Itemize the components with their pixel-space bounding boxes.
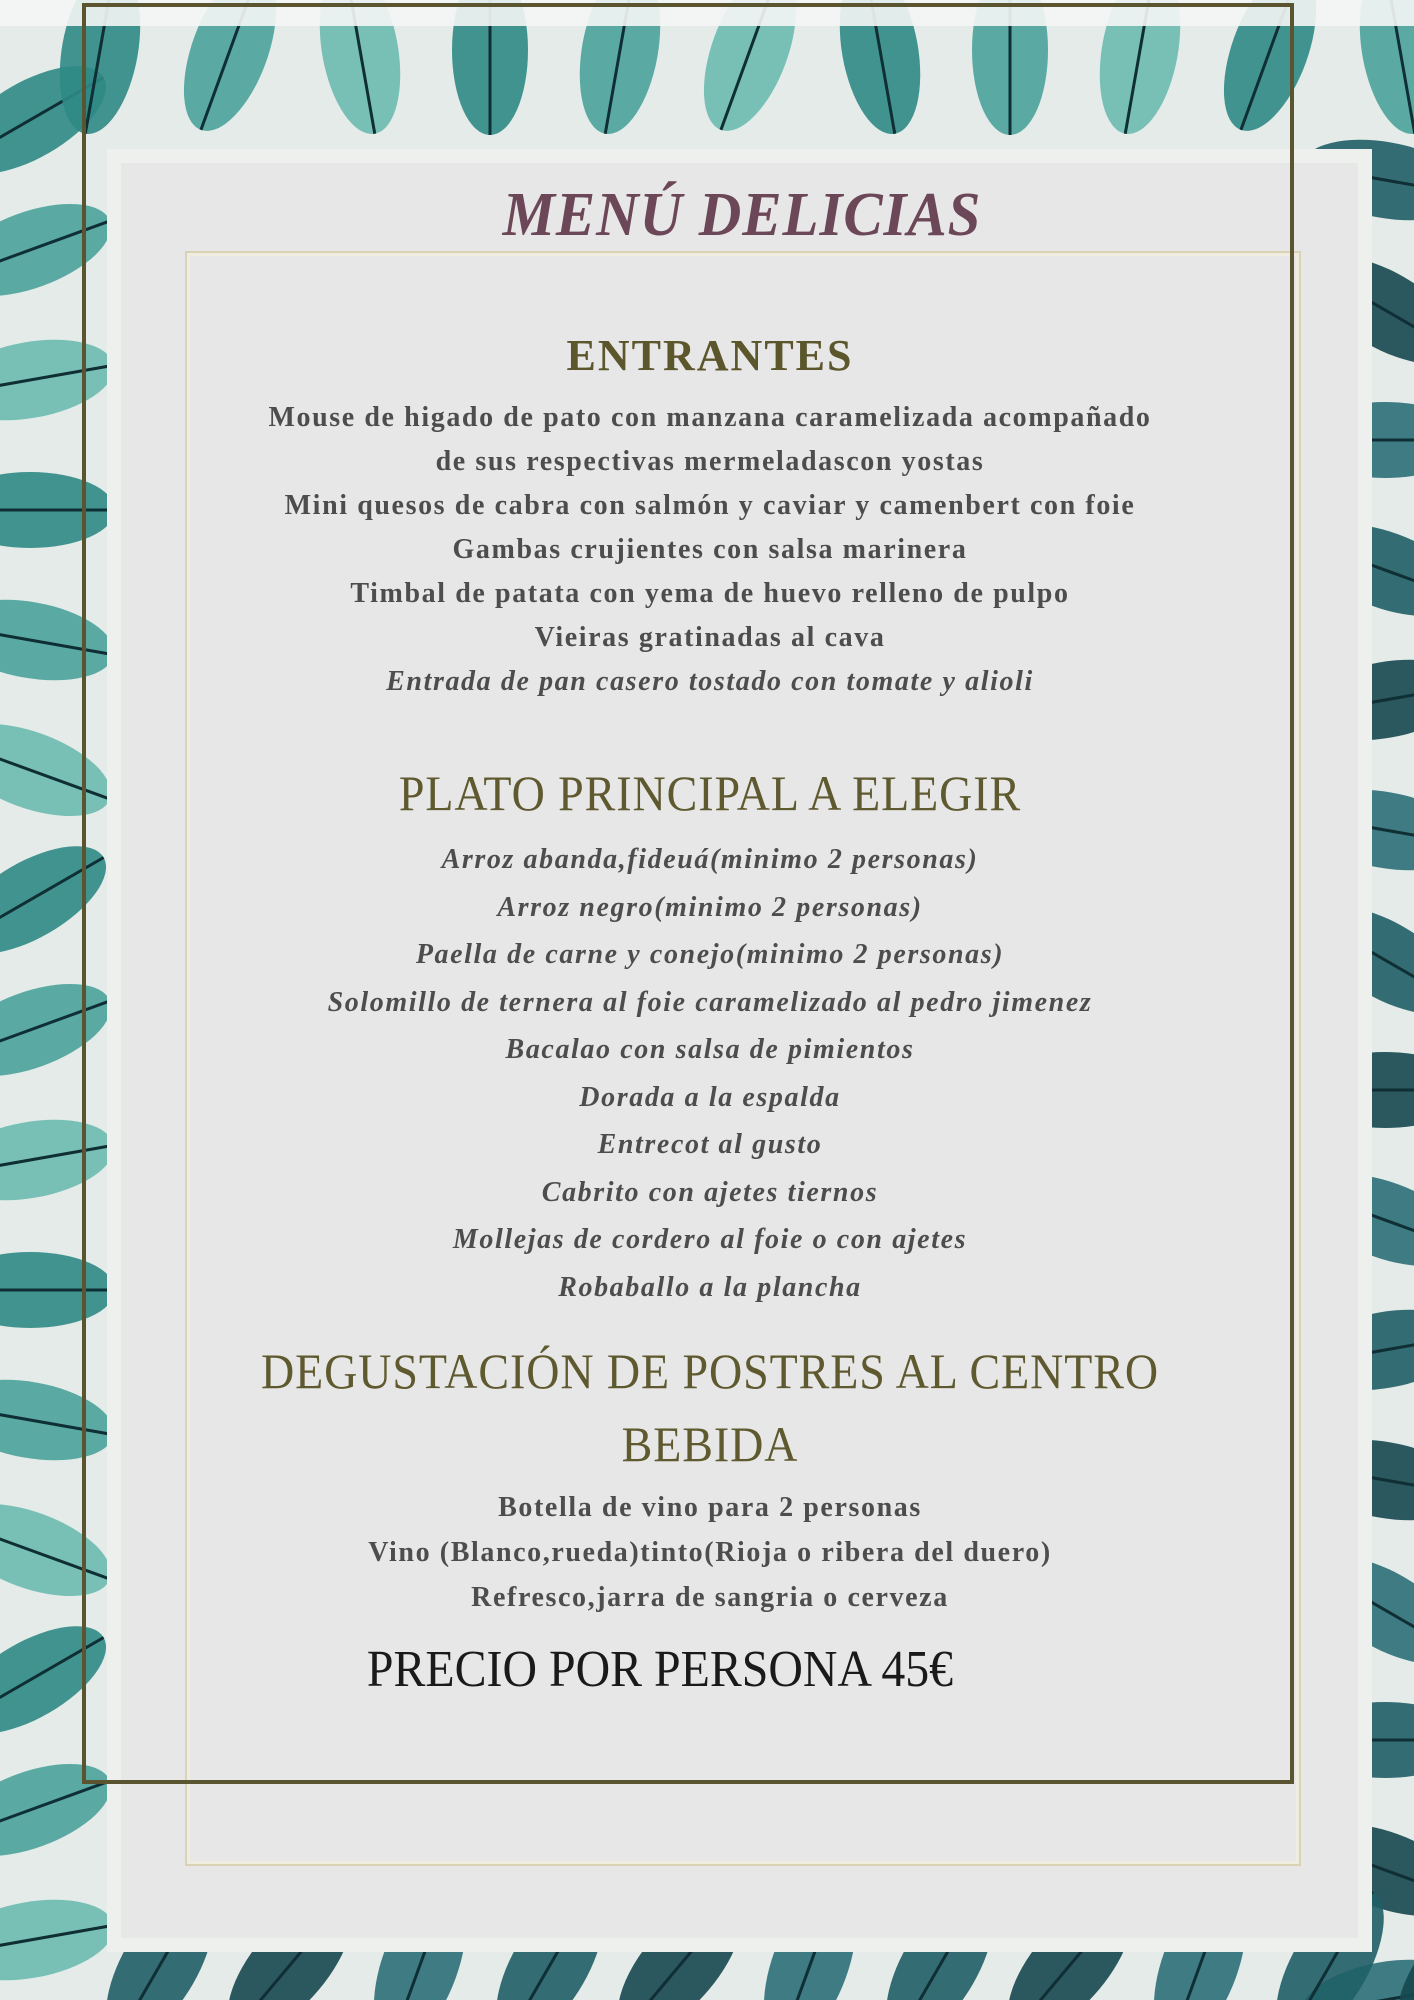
entrante-item: Vieiras gratinadas al cava (534, 622, 886, 653)
entrantes-heading: ENTRANTES (566, 331, 854, 380)
entrante-item: Gambas crujientes con salsa marinera (452, 534, 968, 565)
principal-item: Cabrito con ajetes tiernos (541, 1177, 879, 1208)
bebida-heading: BEBIDA (621, 1416, 799, 1472)
principal-item: Mollejas de cordero al foie o con ajetes (452, 1224, 968, 1255)
principal-item: Paella de carne y conejo(minimo 2 personas) (415, 939, 1005, 970)
leaf-icon (0, 1888, 120, 1992)
principal-item: Entrecot al gusto (597, 1129, 823, 1160)
entrante-item: Mini quesos de cabra con salmón y caviar y camenbert con foie (284, 490, 1136, 521)
entrante-item: Entrada de pan casero tostado con tomate y alioli (386, 666, 1034, 697)
entrante-item: Timbal de patata con yema de huevo relleno de pulpo (350, 578, 1070, 609)
entrante-item: de sus respectivas mermeladascon yostas (435, 446, 985, 477)
principal-heading: PLATO PRINCIPAL A ELEGIR (398, 765, 1022, 821)
price-per-person: PRECIO POR PERSONA 45€ (366, 1641, 954, 1698)
principal-item: Arroz negro(minimo 2 personas) (497, 892, 923, 923)
bebida-item: Botella de vino para 2 personas (498, 1492, 922, 1523)
entrante-item: Mouse de higado de pato con manzana caramelizada acompañado (268, 402, 1152, 433)
bebida-item: Refresco,jarra de sangria o cerveza (471, 1582, 949, 1613)
principal-item: Dorada a la espalda (579, 1082, 841, 1113)
menu-title: MENÚ DELICIAS (502, 181, 982, 249)
principal-item: Bacalao con salsa de pimientos (505, 1034, 915, 1065)
principal-item: Solomillo de ternera al foie caramelizado al pedro jimenez (327, 987, 1093, 1018)
postres-heading: DEGUSTACIÓN DE POSTRES AL CENTRO (260, 1343, 1160, 1399)
bebida-item: Vino (Blanco,rueda)tinto(Rioja o ribera del duero) (368, 1537, 1052, 1568)
principal-item: Arroz abanda,fideuá(minimo 2 personas) (441, 844, 979, 875)
principal-item: Robaballo a la plancha (558, 1272, 862, 1303)
